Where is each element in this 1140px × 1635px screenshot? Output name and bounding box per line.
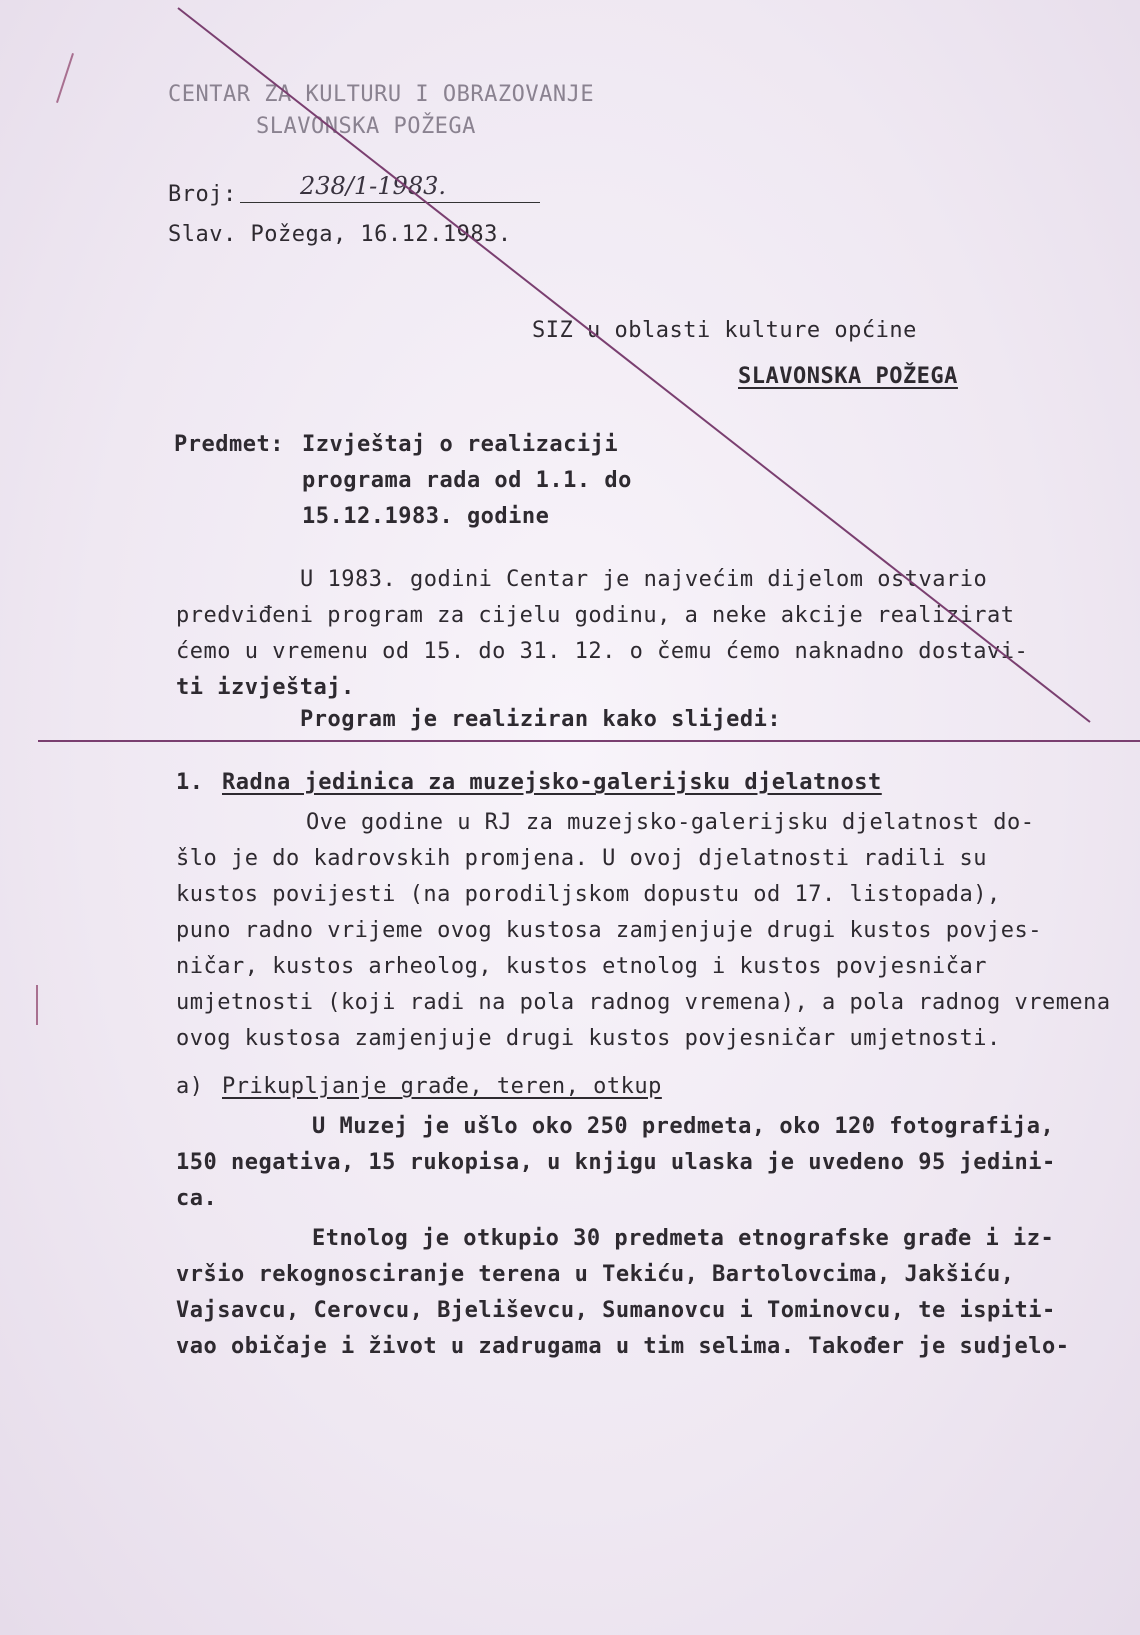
subsection-a-heading: Prikupljanje građe, teren, otkup [222,1074,662,1099]
subsection-a-p2-line-4: vao običaje i život u zadrugama u tim selima. Također je sudjelo- [176,1334,1070,1359]
subsection-a-p1-line-2: 150 negativa, 15 rukopisa, u knjigu ulaska je uvedeno 95 jedini- [176,1150,1056,1175]
recipient-line-1: SIZ u oblasti kulture općine [532,318,917,343]
subject-line-2: programa rada od 1.1. do [302,468,632,493]
section-1-line-5: ničar, kustos arheolog, kustos etnolog i kustos povjesničar [176,954,987,979]
section-1-line-6: umjetnosti (koji radi na pola radnog vremena), a pola radnog vremena [176,990,1111,1015]
section-1-line-1: Ove godine u RJ za muzejsko-galerijsku djelatnost do- [306,810,1035,835]
broj-label: Broj: [168,182,237,207]
place-date: Slav. Požega, 16.12.1983. [168,222,512,247]
subsection-a-p2-line-1: Etnolog je otkupio 30 predmeta etnografske građe i iz- [312,1226,1055,1251]
subsection-a-p1-line-3: ca. [176,1186,218,1211]
section-1-line-2: šlo je do kadrovskih promjena. U ovoj djelatnosti radili su [176,846,987,871]
subject-line-1: Izvještaj o realizaciji [302,432,619,457]
subsection-a-label: a) [176,1074,204,1099]
section-1-line-3: kustos povijesti (na porodiljskom dopustu od 17. listopada), [176,882,1001,907]
intro-line-1: U 1983. godini Centar je najvećim dijelom ostvario [300,567,988,592]
intro-line-4: ti izvještaj. [176,675,355,700]
intro-line-3: ćemo u vremenu od 15. do 31. 12. o čemu ćemo naknadno dostavi- [176,639,1029,664]
section-1-number: 1. [176,770,204,795]
subsection-a-p2-line-2: vršio rekognosciranje terena u Tekiću, Bartolovcima, Jakšiću, [176,1262,1015,1287]
letterhead-line-1: CENTAR ZA KULTURU I OBRAZOVANJE [168,82,595,107]
subject-line-3: 15.12.1983. godine [302,504,550,529]
section-1-line-7: ovog kustosa zamjenjuje drugi kustos povjesničar umjetnosti. [176,1026,1001,1051]
section-1-heading: Radna jedinica za muzejsko-galerijsku djelatnost [222,770,882,795]
recipient-line-2: SLAVONSKA POŽEGA [738,364,958,389]
subject-label: Predmet: [174,432,284,457]
section-1-line-4: puno radno vrijeme ovog kustosa zamjenjuje drugi kustos povjes- [176,918,1042,943]
intro-line-5: Program je realiziran kako slijedi: [300,707,782,732]
subsection-a-p2-line-3: Vajsavcu, Cerovcu, Bjeliševcu, Sumanovcu i Tominovcu, te ispiti- [176,1298,1056,1323]
broj-handwritten-value: 238/1-1983. [300,172,446,200]
intro-line-2: predviđeni program za cijelu godinu, a neke akcije realizirat [176,603,1015,628]
subsection-a-p1-line-1: U Muzej je ušlo oko 250 predmeta, oko 120 fotografija, [312,1114,1055,1139]
letterhead-line-2: SLAVONSKA POŽEGA [256,114,476,139]
